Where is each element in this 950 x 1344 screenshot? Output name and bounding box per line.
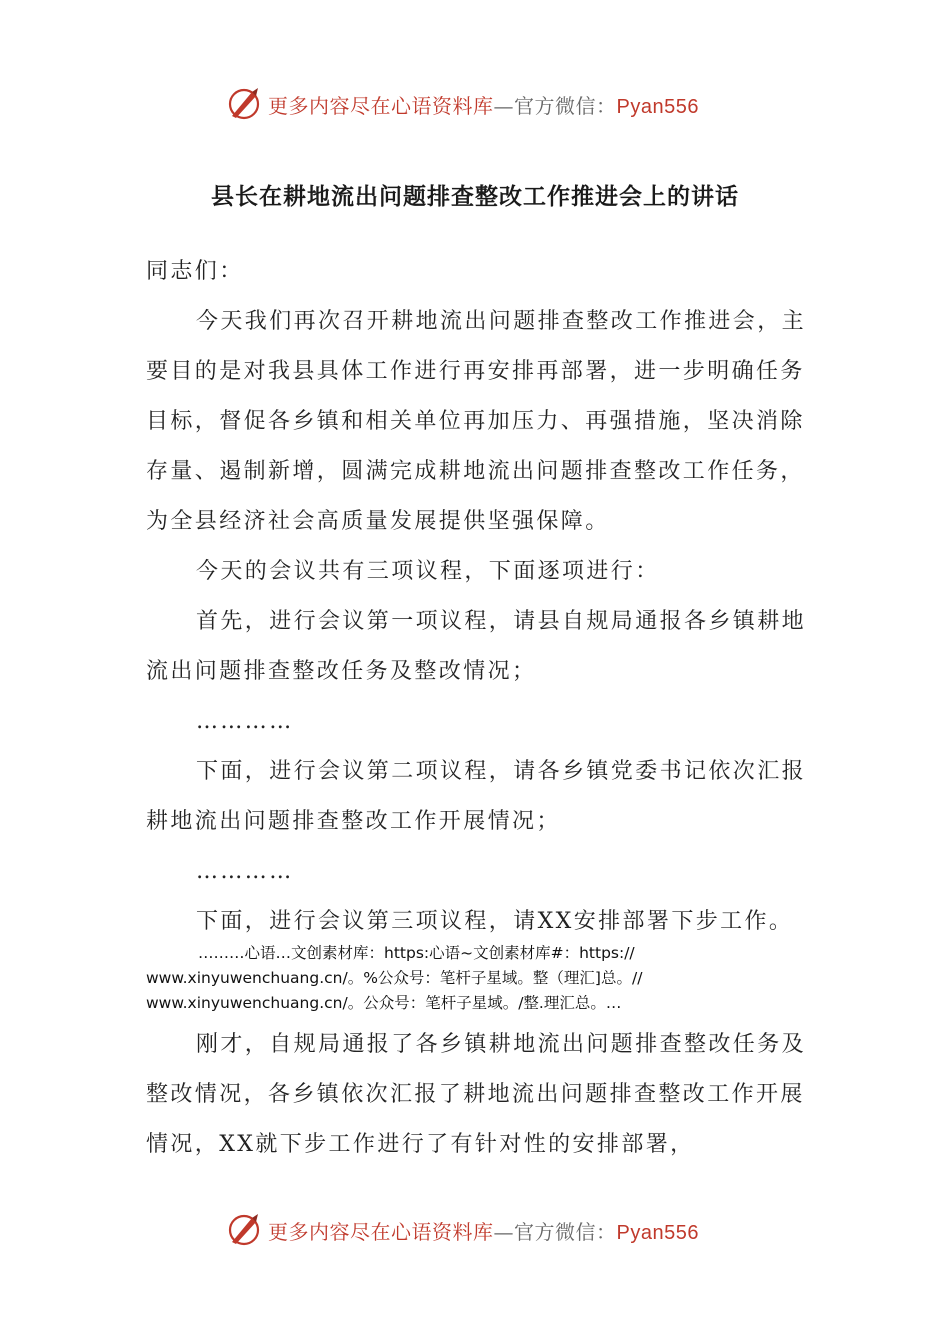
document-title: 县长在耕地流出问题排查整改工作推进会上的讲话: [211, 183, 739, 210]
paragraph-agenda: 今天的会议共有三项议程，下面逐项进行：: [196, 559, 660, 584]
paragraph-item-three: 下面，进行会议第三项议程，请XX安排部署下步工作。: [196, 909, 794, 934]
banner-text: 更多内容尽在心语资料库—官方微信：Pyan556: [268, 93, 699, 118]
paragraph-summary: 刚才，自规局通报了各乡镇耕地流出问题排查整改任务及整改情况，各乡镇依次汇报了耕地流出问题排查整改工作开展情况，XX就下步工作进行了有针对性的安排部署，: [146, 1032, 807, 1157]
watermark-line: ………心语…文创素材库：https:心语~文创素材库#：https://: [198, 944, 635, 962]
watermark-line: www.xinyuwenchuang.cn/。公众号：笔杆子星域。/整.理汇总。…: [146, 994, 622, 1012]
paragraph-item-two: 下面，进行会议第二项议程，请各乡镇党委书记依次汇报耕地流出问题排查整改工作开展情况；: [146, 759, 807, 834]
watermark-line: www.xinyuwenchuang.cn/。%公众号：笔杆子星域。整（理汇]总。//: [146, 969, 643, 987]
ellipsis-two: …………: [196, 859, 294, 884]
quill-logo-icon: [226, 86, 262, 122]
header-banner: [226, 82, 699, 126]
salutation: 同志们：: [146, 259, 244, 284]
banner-text: 更多内容尽在心语资料库—官方微信：Pyan556: [268, 1219, 699, 1244]
paragraph-item-one: 首先，进行会议第一项议程，请县自规局通报各乡镇耕地流出问题排查整改任务及整改情况；: [146, 609, 807, 684]
watermark-text: [146, 941, 786, 1016]
ellipsis-one: …………: [196, 709, 294, 734]
quill-logo-icon: [226, 1212, 262, 1248]
paragraph-intro: 今天我们再次召开耕地流出问题排查整改工作推进会，主要目的是对我县具体工作进行再安排再部署，进一步明确任务目标，督促各乡镇和相关单位再加压力、再强措施，坚决消除存量、遏制新增，圆满完成耕地流出问题排查整改工作任务，为全县经济社会高质量发展提供坚强保障。: [146, 309, 807, 534]
footer-banner: [226, 1208, 699, 1252]
